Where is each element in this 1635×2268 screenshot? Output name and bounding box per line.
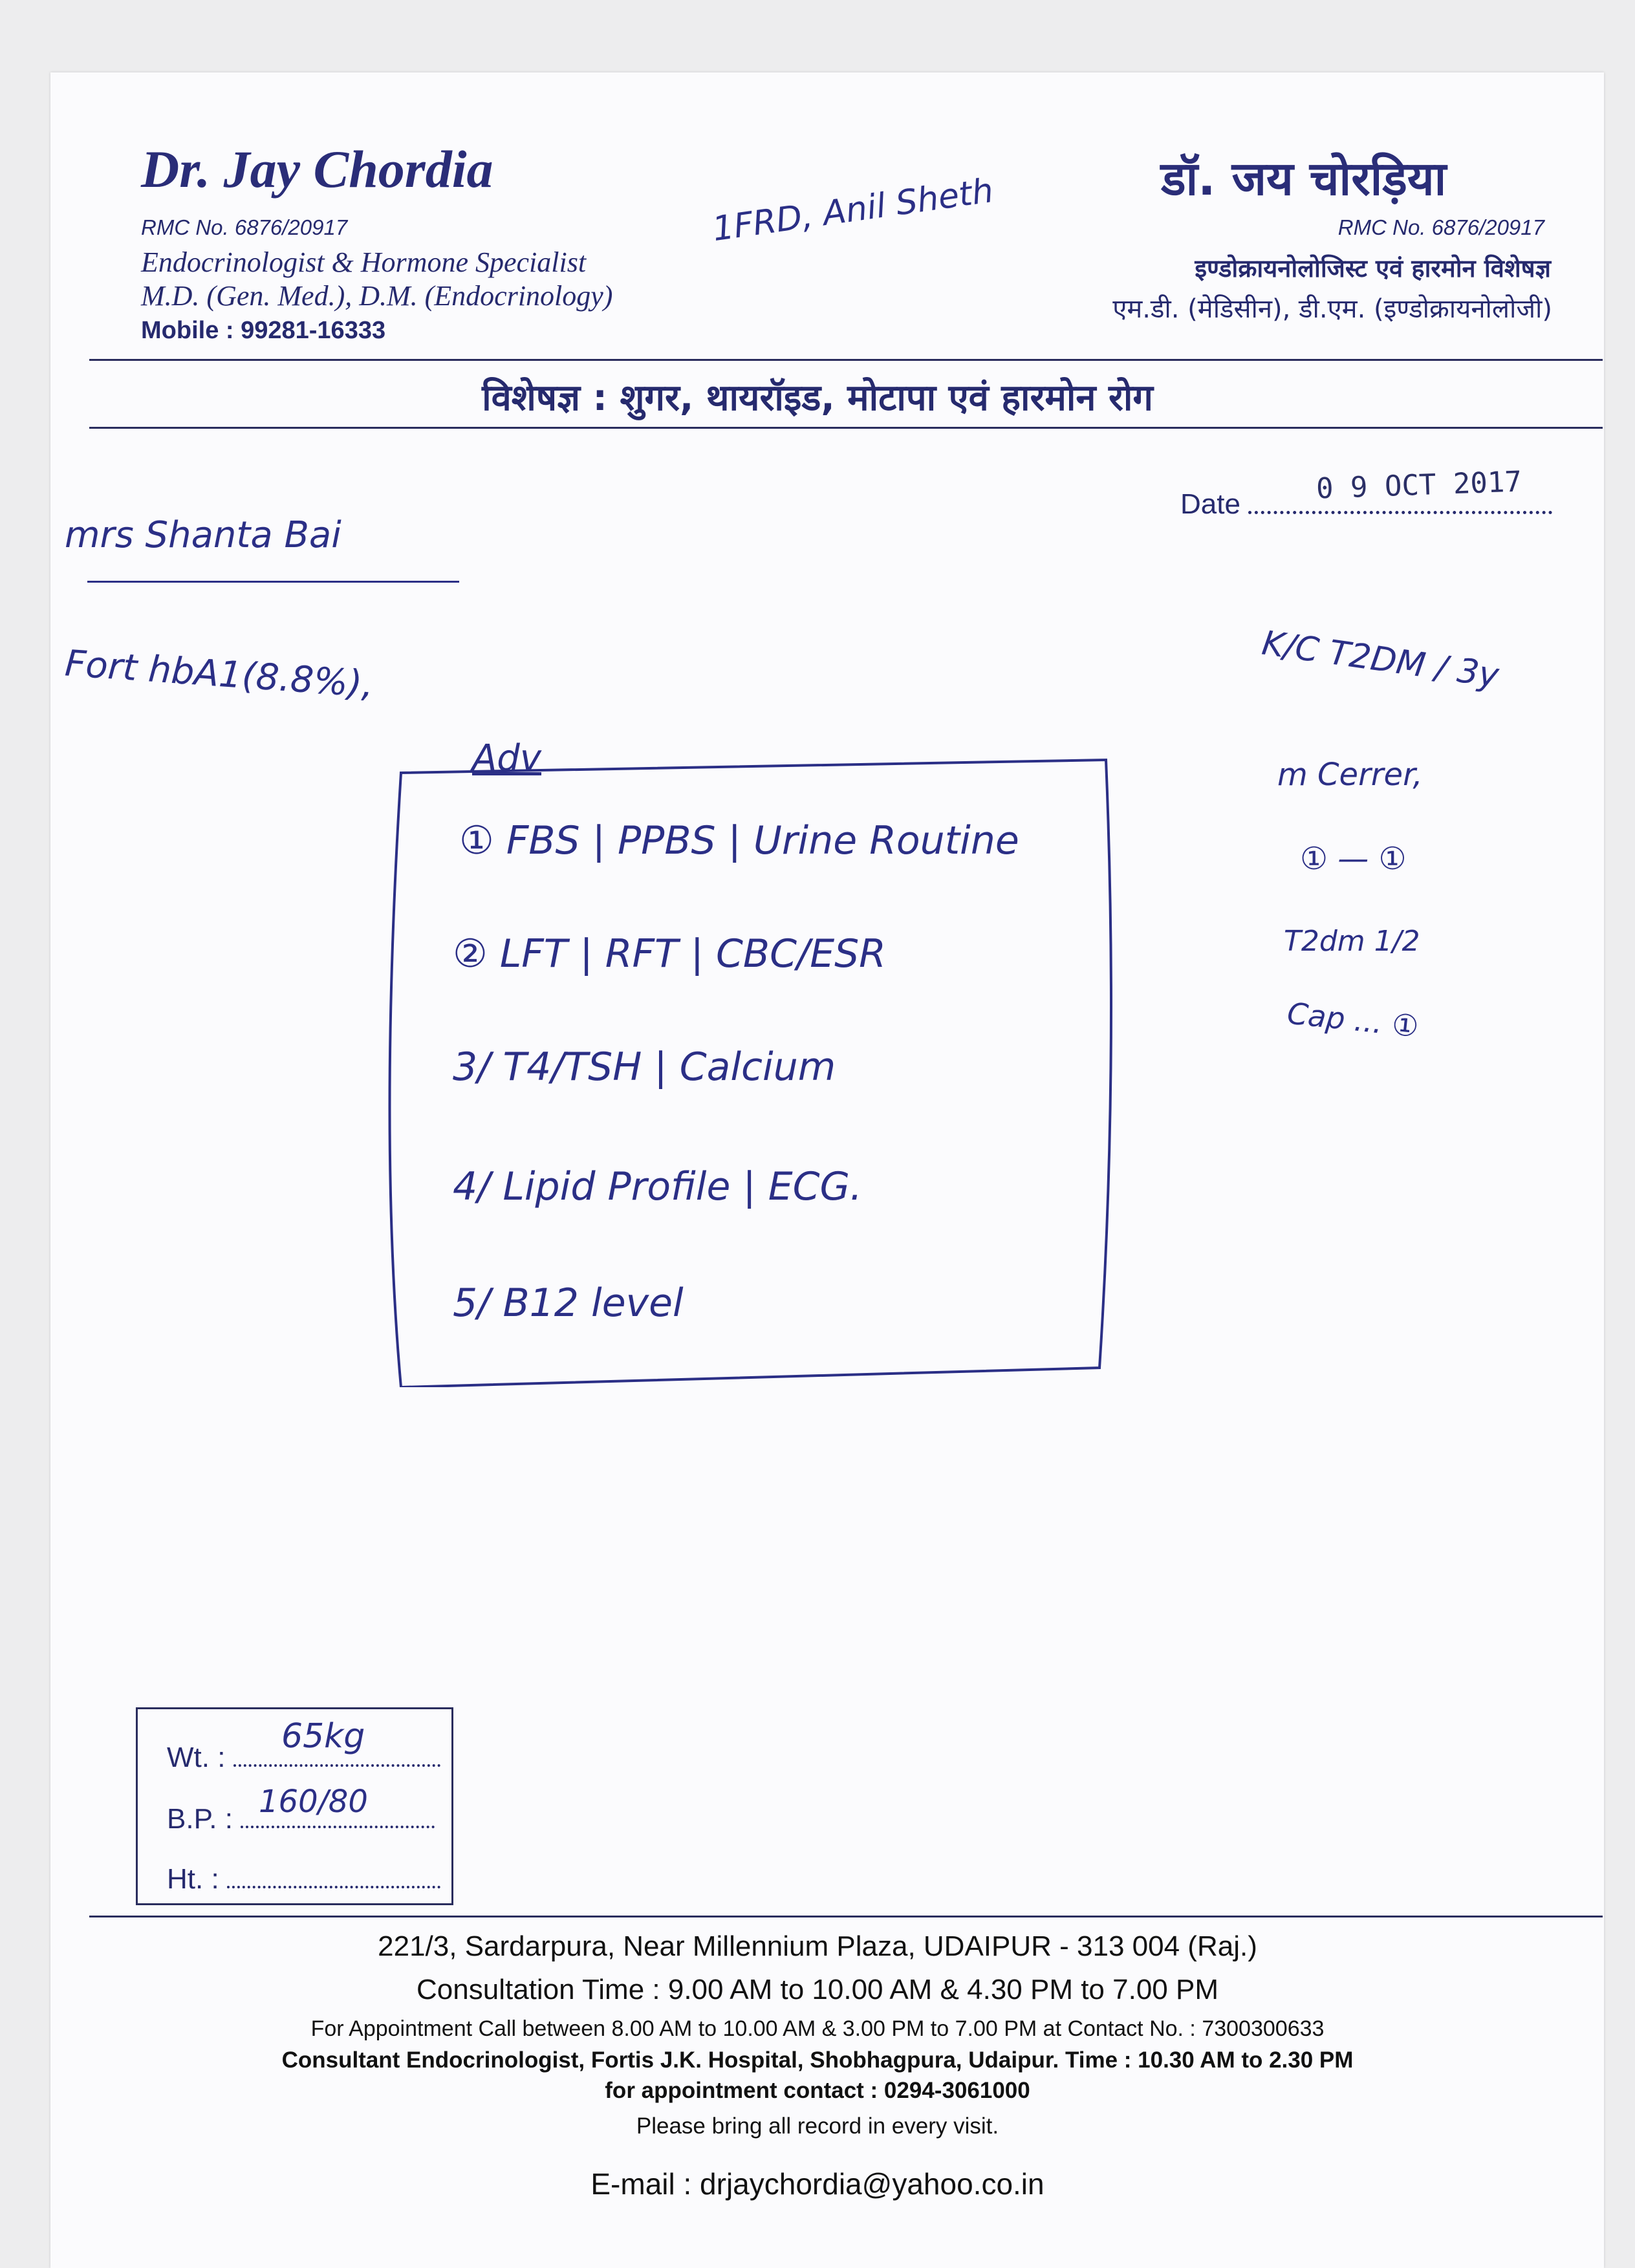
side-note-5: Cap ... ①	[1285, 995, 1421, 1044]
history-note: Fort hbA1(8.8%),	[63, 642, 375, 706]
hospital-appointment-contact: for appointment contact : 0294-3061000	[605, 2078, 1030, 2103]
records-reminder: Please bring all record in every visit.	[636, 2113, 999, 2139]
patient-name-underline	[87, 581, 459, 583]
appointment-info: For Appointment Call between 8.00 AM to 10.00 AM & 3.00 PM to 7.00 PM at Contact No. : 7300300633	[310, 2016, 1325, 2041]
specialization-hindi: इण्डोक्रायनोलोजिस्ट एवं हारमोन विशेषज्ञ	[1195, 254, 1551, 283]
bp-label: B.P. :	[167, 1803, 233, 1835]
doctor-name-hindi: डॉ. जय चोरड़िया	[1161, 151, 1447, 206]
degrees-english: M.D. (Gen. Med.), D.M. (Endocrinology)	[141, 280, 613, 312]
weight-value: 65kg	[281, 1717, 365, 1756]
weight-label: Wt. :	[167, 1742, 226, 1773]
date-label: Date	[1180, 488, 1240, 520]
height-label: Ht. :	[167, 1863, 219, 1895]
mobile-number: Mobile : 99281-16333	[141, 317, 386, 344]
advice-item-5: 5/ B12 level	[453, 1280, 684, 1326]
side-note-3: ① — ①	[1300, 841, 1407, 877]
advice-item-2: ② LFT | RFT | CBC/ESR	[453, 931, 886, 977]
header-divider-top	[89, 359, 1603, 361]
consultation-time: Consultation Time : 9.00 AM to 10.00 AM & 4.30 PM to 7.00 PM	[417, 1974, 1218, 2005]
handwritten-referral-note: 1FRD, Anil Sheth	[709, 171, 996, 250]
advice-title: Adv	[472, 737, 541, 779]
clinic-address: 221/3, Sardarpura, Near Millennium Plaza, UDAIPUR - 313 004 (Raj.)	[378, 1930, 1257, 1962]
hospital-consultant-info: Consultant Endocrinologist, Fortis J.K. Hospital, Shobhagpura, Udaipur. Time : 10.30 AM to 2.30 PM	[281, 2047, 1354, 2073]
advice-item-4: 4/ Lipid Profile | ECG.	[453, 1164, 863, 1209]
rmc-number-hindi-side: RMC No. 6876/20917	[1337, 215, 1544, 239]
degrees-hindi: एम.डी. (मेडिसीन), डी.एम. (इण्डोक्रायनोलोजी)	[1112, 294, 1552, 324]
advice-item-3: 3/ T4/TSH | Calcium	[453, 1044, 836, 1090]
header-divider-bottom	[89, 427, 1603, 429]
specialization-english: Endocrinologist & Hormone Specialist	[141, 246, 587, 278]
email-address: E-mail : drjaychordia@yahoo.co.in	[590, 2167, 1045, 2201]
footer-divider	[89, 1916, 1603, 1917]
doctor-name-english: Dr. Jay Chordia	[141, 140, 493, 199]
specialties-banner: विशेषज्ञ : शुगर, थायरॉइड, मोटापा एवं हारमोन रोग	[482, 377, 1153, 419]
side-note-4: T2dm 1/2	[1284, 925, 1420, 958]
height-row	[167, 1863, 440, 1895]
side-note-2: m Cerrer,	[1277, 757, 1423, 793]
side-note-diagnosis: K/C T2DM / 3y	[1259, 623, 1502, 696]
bp-value: 160/80	[259, 1784, 368, 1820]
height-dotted-line	[227, 1873, 440, 1888]
date-stamp: 0 9 OCT 2017	[1316, 465, 1522, 506]
rmc-number-english: RMC No. 6876/20917	[141, 215, 348, 239]
patient-name: mrs Shanta Bai	[65, 514, 341, 556]
advice-item-1: ① FBS | PPBS | Urine Routine	[459, 818, 1019, 863]
